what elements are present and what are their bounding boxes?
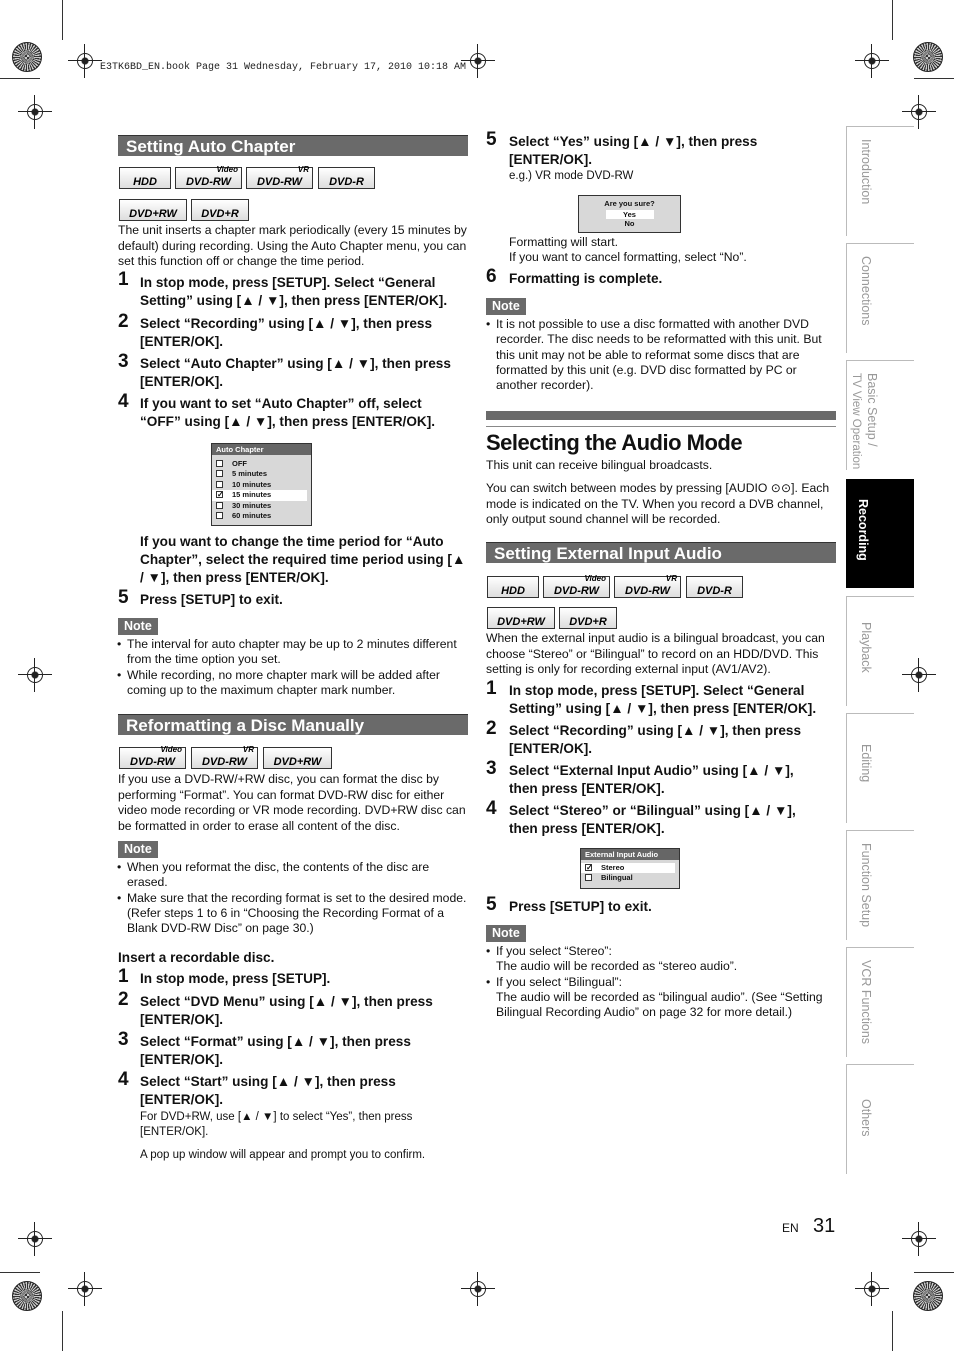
badge-dvdrw-video: Video DVD-RW (175, 167, 242, 189)
note-item: • It is not possible to use a disc formatted with another DVD recorder. The disc needs to be reformatted with this unit. But this unit may not be able to reformat some discs that are formatted by this unit (e.g. DVD disc formatted by PC or another recorder). (486, 317, 836, 393)
checkmark-icon: ✓ (217, 490, 224, 500)
tab-editing[interactable]: Editing (846, 713, 914, 823)
option-row: 30 minutes (212, 501, 311, 511)
checkmark-icon: ✓ (586, 863, 593, 872)
section-title-auto-chapter: Setting Auto Chapter (118, 135, 468, 156)
step-text: Select “Auto Chapter” using [▲ / ▼], then press [ENTER/OK]. (140, 356, 451, 389)
step-text: Select “DVD Menu” using [▲ / ▼], then press [ENTER/OK]. (140, 994, 433, 1027)
audio-mode-title: Selecting the Audio Mode (486, 430, 743, 455)
step-number: 3 (118, 351, 129, 372)
option-row: 10 minutes (212, 480, 311, 490)
step-number: 1 (118, 269, 129, 290)
option-row: Bilingual (581, 873, 679, 883)
badge-dvdprw: DVD+RW (119, 199, 187, 221)
badge-dvdprw: DVD+RW (263, 747, 332, 769)
confirm-popup (578, 195, 681, 233)
external-audio-intro: When the external input audio is a bilingual broadcast, you can choose “Stereo” or “Bilingual” to record on an HDD/DVD. This setting is only for recording external input (AV1/AV2). (486, 631, 825, 676)
step-number: 2 (486, 718, 497, 739)
tab-connections[interactable]: Connections (846, 243, 914, 353)
badge-dvdrw-video: Video DVD-RW (543, 576, 610, 598)
step-number: 1 (486, 678, 497, 699)
file-info: E3TK6BD_EN.book Page 31 Wednesday, February 17, 2010 10:18 AM (100, 62, 467, 73)
tab-introduction[interactable]: Introduction (846, 126, 914, 236)
option-row: OFF (212, 459, 311, 469)
tab-others[interactable]: Others (846, 1064, 914, 1174)
format-start-text: Formatting will start. (509, 235, 619, 249)
example-label: e.g.) VR mode DVD-RW (509, 170, 634, 182)
option-row-selected: ✓ Stereo (581, 863, 675, 873)
section-title-reformat: Reformatting a Disc Manually (118, 714, 468, 735)
option-row: 5 minutes (212, 469, 311, 479)
crosshair-mark (461, 1272, 495, 1306)
crosshair-mark (855, 1272, 889, 1306)
step-text: Select “Yes” using [▲ / ▼], then press [ENTER/OK]. (509, 134, 758, 167)
step-number: 2 (118, 311, 129, 332)
step-number: 1 (118, 966, 129, 987)
step-number: 4 (118, 391, 129, 412)
badge-hdd: HDD (119, 167, 171, 189)
registration-rosette (12, 42, 42, 72)
auto-chapter-intro: The unit inserts a chapter mark periodically (every 15 minutes by default) during recording. Using the Auto Chapter menu, you can set this function off or change the time period. (118, 223, 467, 268)
step-number: 3 (486, 758, 497, 779)
language-label: EN (782, 1221, 799, 1235)
step-number: 4 (118, 1069, 129, 1090)
badge-dvdpr: DVD+R (559, 607, 617, 629)
badge-dvdrw-vr: VR DVD-RW (614, 576, 681, 598)
yes-option[interactable]: Yes (606, 210, 654, 219)
section-title-external-audio: Setting External Input Audio (486, 542, 836, 563)
crosshair-mark (18, 95, 52, 129)
crosshair-mark (18, 658, 52, 692)
option-row: 60 minutes (212, 511, 311, 521)
tab-function-setup[interactable]: Function Setup (846, 830, 914, 940)
step-number: 6 (486, 266, 497, 287)
note-item: • The interval for auto chapter may be up to 2 minutes different from the time option you set. (117, 637, 467, 668)
step-text: Select “Recording” using [▲ / ▼], then press [ENTER/OK]. (509, 723, 802, 756)
step-number: 4 (486, 798, 497, 819)
auto-chapter-screen (211, 443, 312, 526)
note-list (486, 317, 836, 393)
crosshair-mark (902, 95, 936, 129)
note-label: Note (118, 618, 158, 635)
note-label: Note (486, 298, 526, 315)
badge-dvdrw-vr: VR DVD-RW (191, 747, 258, 769)
screen-title: Auto Chapter (212, 444, 311, 455)
audio-p2: You can switch between modes by pressing [AUDIO ⊙⊙]. Each mode is indicated on the TV. When you record a DVB channel, only output sound channel will be recorded. (486, 481, 830, 526)
badge-dvdr: DVD-R (686, 576, 743, 598)
registration-rosette (12, 1281, 42, 1311)
popup-title: Are you sure? (604, 199, 655, 208)
step-text: If you want to change the time period for “Auto Chapter”, select the required time period using [▲ / ▼], then press [ENTER/OK]. (140, 534, 466, 585)
note-item: • If you select “Stereo”: The audio will be recorded as “stereo audio”. (486, 944, 836, 975)
step-text: In stop mode, press [SETUP]. Select “General Setting” using [▲ / ▼], then press [ENTER/OK]. (140, 275, 448, 308)
step-text: Select “Start” using [▲ / ▼], then press [ENTER/OK]. (140, 1074, 396, 1107)
badge-dvdrw-vr: VR DVD-RW (246, 167, 313, 189)
step-text: Press [SETUP] to exit. (140, 592, 283, 607)
crosshair-mark (902, 1222, 936, 1256)
badge-dvdpr: DVD+R (191, 199, 249, 221)
tab-basic-setup[interactable]: Basic Setup / TV View Operation (846, 360, 914, 470)
section-rule (486, 411, 836, 420)
tab-recording[interactable]: Recording (846, 479, 914, 588)
step-subtext: For DVD+RW, use [▲ / ▼] to select “Yes”, then press [ENTER/OK]. (140, 1111, 413, 1138)
step-text: Select “External Input Audio” using [▲ / ▼], then press [ENTER/OK]. (509, 763, 794, 796)
step-text: In stop mode, press [SETUP]. Select “General Setting” using [▲ / ▼], then press [ENTER/OK]. (509, 683, 817, 716)
audio-p1: This unit can receive bilingual broadcasts. (486, 458, 713, 472)
insert-disc: Insert a recordable disc. (118, 950, 275, 965)
reformat-intro: If you use a DVD-RW/+RW disc, you can format the disc by performing “Format”. You can format DVD-RW disc for either video mode recording or VR mode recording. DVD+RW disc can be formatted in order to erase all content of the disc. (118, 772, 466, 833)
note-label: Note (486, 925, 526, 942)
badge-hdd: HDD (487, 576, 539, 598)
crosshair-mark (855, 44, 889, 78)
no-option[interactable]: No (624, 219, 635, 228)
step-number: 5 (486, 129, 497, 150)
note-list (486, 944, 836, 1020)
external-audio-screen (580, 848, 680, 889)
option-row-selected: ✓ 15 minutes (212, 490, 307, 500)
step-text: Formatting is complete. (509, 271, 663, 286)
step-text: Select “Stereo” or “Bilingual” using [▲ / ▼], then press [ENTER/OK]. (509, 803, 796, 836)
crosshair-mark (68, 44, 102, 78)
step-text: If you want to set “Auto Chapter” off, select “OFF” using [▲ / ▼], then press [ENTER/OK]. (140, 396, 436, 429)
crosshair-mark (68, 1272, 102, 1306)
badge-dvdr: DVD-R (318, 167, 375, 189)
note-item: • If you select “Bilingual”: The audio will be recorded as “bilingual audio”. (See “Setting Bilingual Recording Audio” on page 32 for more detail.) (486, 975, 836, 1021)
note-label: Note (118, 841, 158, 858)
registration-rosette (913, 1281, 943, 1311)
step-text: Select “Format” using [▲ / ▼], then press [ENTER/OK]. (140, 1034, 411, 1067)
note-item: • Make sure that the recording format is set to the desired mode. (Refer steps 1 to 6 in “Choosing the Recording Format of a Blank DVD-RW Disc” on page 30.) (117, 891, 467, 937)
crosshair-mark (18, 1222, 52, 1256)
crosshair-mark (461, 44, 495, 78)
step-text: Select “Recording” using [▲ / ▼], then press [ENTER/OK]. (140, 316, 433, 349)
note-item: • While recording, no more chapter mark will be added after coming up to the maximum chapter mark number. (117, 668, 467, 699)
note-list (117, 860, 467, 936)
badge-dvdrw-video: Video DVD-RW (119, 747, 186, 769)
step-number: 3 (118, 1029, 129, 1050)
tab-vcr-functions[interactable]: VCR Functions (846, 947, 914, 1057)
step-number: 5 (486, 894, 497, 915)
registration-rosette (913, 42, 943, 72)
step-number: 2 (118, 989, 129, 1010)
note-item: • When you reformat the disc, the contents of the disc are erased. (117, 860, 467, 891)
step-text: In stop mode, press [SETUP]. (140, 971, 331, 986)
note-list (117, 637, 467, 698)
page-number: 31 (813, 1215, 836, 1237)
screen-title: External Input Audio (581, 849, 679, 860)
cancel-text: If you want to cancel formatting, select “No”. (509, 250, 747, 264)
badge-dvdprw: DVD+RW (487, 607, 555, 629)
step-subtext: A pop up window will appear and prompt you to confirm. (140, 1149, 426, 1161)
tab-playback[interactable]: Playback (846, 596, 914, 706)
step-text: Press [SETUP] to exit. (509, 899, 652, 914)
step-number: 5 (118, 587, 129, 608)
